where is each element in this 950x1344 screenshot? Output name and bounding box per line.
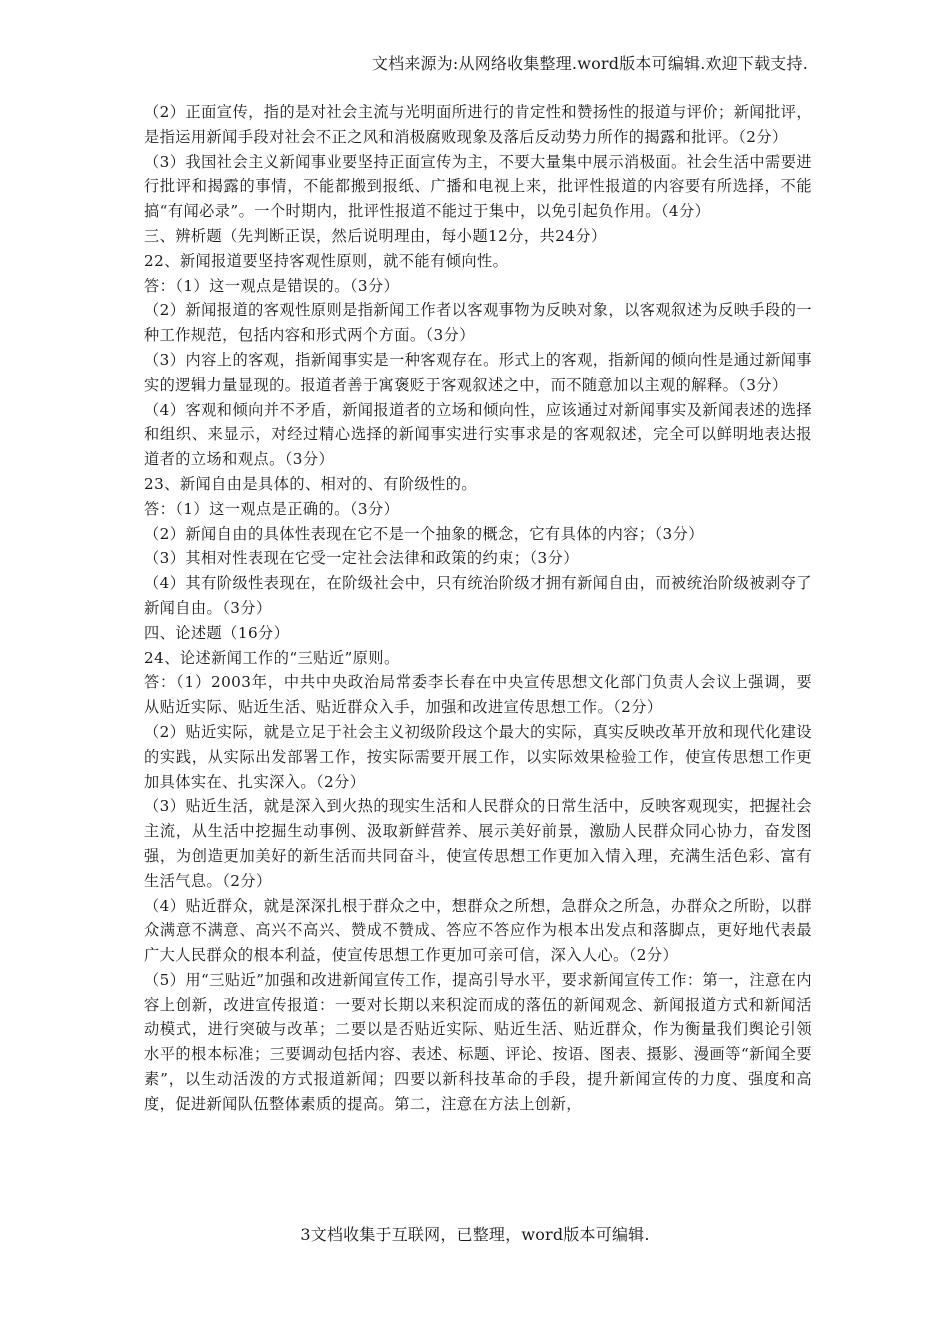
document-body — [144, 100, 812, 1117]
answer: 答：（1）这一观点是错误的。（3分） — [144, 276, 400, 295]
paragraph: （3）我国社会主义新闻事业要坚持正面宣传为主，不要大量集中展示消极面。社会生活中需要进行批评和揭露的事情，不能都搬到报纸、广播和电视上来，批评性报道的内容要有所选择，不能搞“有闻必录”。一个时期内，批评性报道不能过于集中，以免引起负作用。（4分） — [144, 152, 812, 221]
section-heading: 四、论述题（16分） — [144, 623, 290, 642]
paragraph: （3）内容上的客观，指新闻事实是一种客观存在。形式上的客观，指新闻的倾向性是通过新闻事实的逻辑力量显现的。报道者善于寓褒贬于客观叙述之中，而不随意加以主观的解释。（3分） — [144, 350, 812, 394]
page-header: 文档来源为:从网络收集整理.word版本可编辑.欢迎下载支持. — [371, 54, 808, 73]
question: 24、论述新闻工作的“三贴近”原则。 — [144, 648, 400, 667]
paragraph: （2）贴近实际，就是立足于社会主义初级阶段这个最大的实际，真实反映改革开放和现代化建设的实践，从实际出发部署工作，按实际需要开展工作，以实际效果检验工作，使宣传思想工作更加具体实在、扎实深入。（2分） — [144, 722, 812, 791]
answer: 答：（1）2003年，中共中央政治局常委李长春在中央宣传思想文化部门负责人会议上强调，要从贴近实际、贴近生活、贴近群众入手，加强和改进宣传思想工作。（2分） — [144, 673, 812, 717]
section-heading: 三、辨析题（先判断正误，然后说明理由，每小题12分，共24分） — [144, 226, 607, 245]
question: 22、新闻报道要坚持客观性原则，就不能有倾向性。 — [144, 251, 509, 270]
question: 23、新闻自由是具体的、相对的、有阶级性的。 — [144, 474, 477, 493]
paragraph: （4）客观和倾向并不矛盾，新闻报道者的立场和倾向性，应该通过对新闻事实及新闻表述的选择和组织、来显示，对经过精心选择的新闻事实进行实事求是的客观叙述，完全可以鲜明地表达报道者的立场和观点。（3分） — [144, 400, 812, 469]
paragraph: （3）其相对性表现在它受一定社会法律和政策的约束；（3分） — [144, 549, 579, 568]
answer: 答：（1）这一观点是正确的。（3分） — [144, 499, 400, 518]
paragraph: （4）其有阶级性表现在，在阶级社会中，只有统治阶级才拥有新闻自由，而被统治阶级被剥夺了新闻自由。（3分） — [144, 574, 812, 617]
paragraph: （4）贴近群众，就是深深扎根于群众之中，想群众之所想，急群众之所急，办群众之所盼，以群众满意不满意、高兴不高兴、赞成不赞成、答应不答应作为根本出发点和落脚点，更好地代表最广大人民群众的根本利益，使宣传思想工作更加可亲可信，深入人心。（2分） — [144, 896, 812, 965]
page-footer: 3文档收集于互联网，已整理，word版本可编辑. — [300, 1225, 650, 1244]
paragraph: （2）新闻自由的具体性表现在它不是一个抽象的概念，它有具体的内容；（3分） — [144, 524, 704, 543]
paragraph: （5）用“三贴近”加强和改进新闻宣传工作，提高引导水平，要求新闻宣传工作：第一，注意在内容上创新，改进宣传报道：一要对长期以来积淀而成的落伍的新闻观念、新闻报道方式和新闻活动模式，进行突破与改革；二要以是否贴近实际、贴近生活、贴近群众，作为衡量我们舆论引领水平的根本标准；三要调动包括内容、表述、标题、评论、按语、图表、摄影、漫画等“新闻全要素”，以生动活泼的方式报道新闻；四要以新科技革命的手段，提升新闻宣传的力度、强度和高度，促进新闻队伍整体素质的提高。第二，注意在方法上创新， — [144, 970, 812, 1113]
paragraph: （2）正面宣传，指的是对社会主流与光明面所进行的肯定性和赞扬性的报道与评价；新闻批评，是指运用新闻手段对社会不正之风和消极腐败现象及落后反动势力所作的揭露和批评。（2分） — [144, 103, 812, 146]
paragraph: （2）新闻报道的客观性原则是指新闻工作者以客观事物为反映对象，以客观叙述为反映手段的一种工作规范，包括内容和形式两个方面。（3分） — [144, 301, 812, 345]
paragraph: （3）贴近生活，就是深入到火热的现实生活和人民群众的日常生活中，反映客观现实，把握社会主流，从生活中挖掘生动事例、汲取新鲜营养、展示美好前景，激励人民群众同心协力，奋发图强，为创造更加美好的新生活而共同奋斗，使宣传思想工作更加入情入理，充满生活色彩、富有生活气息。（2分） — [144, 797, 812, 890]
